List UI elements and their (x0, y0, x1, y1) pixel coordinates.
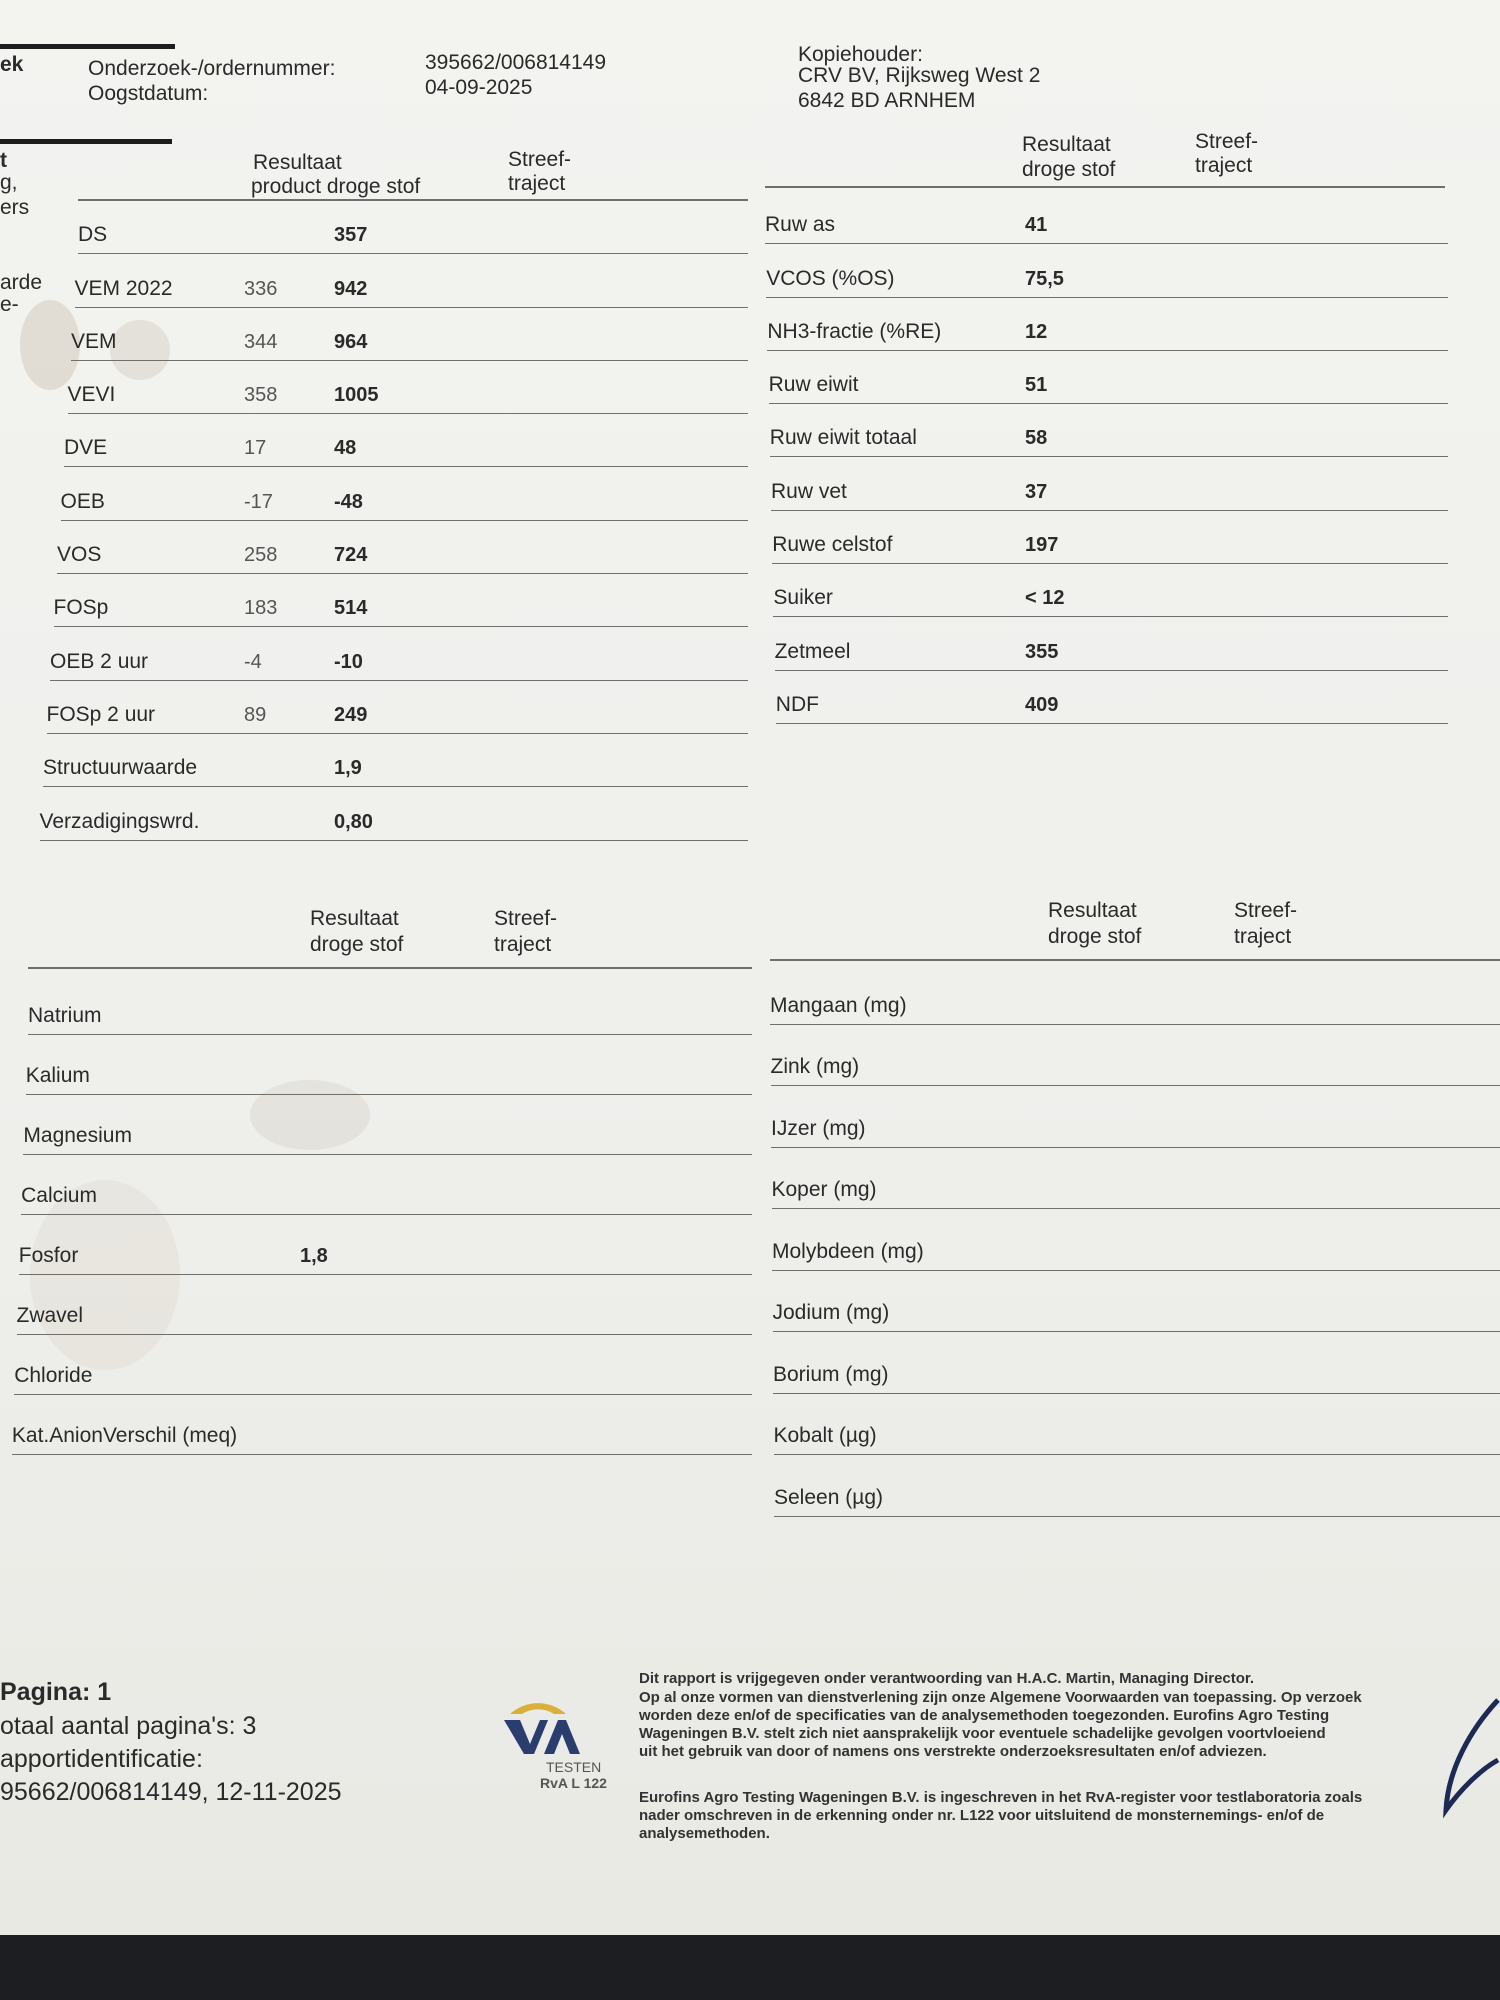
table4-col-result-2: droge stof (1048, 925, 1142, 948)
cut-title: ek (0, 53, 24, 76)
table3-row (12, 1394, 752, 1455)
table1-product-value: 258 (244, 544, 278, 567)
table2-row (765, 190, 1448, 244)
table3-row (26, 1034, 752, 1095)
table2-col-result: Resultaat (1022, 133, 1111, 156)
table3-header-rule (28, 967, 752, 969)
table1-dm-value: 724 (334, 544, 368, 567)
table4-row-label: Zink (mg) (770, 1055, 860, 1078)
table2-row-label: VCOS (%OS) (766, 266, 895, 290)
table3-row (23, 1094, 752, 1155)
table1-dm-value: -10 (334, 650, 363, 673)
table1-col-target-2: traject (508, 172, 566, 195)
table2-col-result-2: droge stof (1022, 158, 1116, 181)
table1-row (75, 253, 749, 307)
accreditation-line: analysemethoden. (639, 1825, 770, 1842)
table3-row (19, 1214, 752, 1275)
table2-row (772, 510, 1448, 564)
table4-row-label: Seleen (µg) (774, 1485, 883, 1509)
table1-row-label: OEB (60, 489, 105, 513)
table4-row-label: Mangaan (mg) (770, 993, 907, 1017)
table2-row (770, 403, 1448, 457)
table1-row (57, 520, 748, 574)
copy-holder-address-2: 6842 BD ARNHEM (798, 89, 976, 112)
table2-value: 37 (1025, 480, 1048, 503)
table1-row-label: VEM (71, 329, 117, 353)
table1-row-label: FOSp (53, 596, 109, 620)
table3-row-label: Magnesium (23, 1124, 132, 1147)
table1-row (54, 573, 749, 627)
table1-product-value: -17 (244, 490, 273, 513)
disclaimer-line: Wageningen B.V. stelt zich niet aansprakelijk voor eventuele schadelijke gevolgen voortvloeiend (639, 1725, 1326, 1742)
copy-holder-address-1: CRV BV, Rijksweg West 2 (798, 64, 1041, 87)
table1-row (64, 413, 748, 467)
header-rule (0, 44, 175, 49)
svg-text:TESTEN: TESTEN (546, 1759, 602, 1775)
table1-row (68, 360, 749, 414)
table2-value: < 12 (1024, 587, 1065, 610)
table1-row-label: DVE (64, 436, 108, 460)
table4-row (773, 1270, 1500, 1333)
rva-logo (500, 1672, 620, 1792)
table1-row-label: VEM 2022 (74, 276, 173, 300)
table1-row-label: OEB 2 uur (50, 649, 149, 673)
table2-row-label: NH3-fractie (%RE) (767, 319, 942, 343)
table1-dm-value: 1,9 (334, 757, 362, 780)
table4-col-target: Streef- (1234, 899, 1298, 922)
table1-row (40, 786, 749, 840)
table3-col-target-2: traject (494, 933, 552, 956)
table2-row-label: NDF (775, 692, 819, 716)
table2-value: 197 (1024, 534, 1059, 557)
table3-row (21, 1154, 752, 1215)
table3-col-result: Resultaat (310, 907, 399, 930)
table1-product-value: 336 (244, 277, 278, 300)
table2-row-label: Ruw as (765, 213, 836, 237)
table2-header-rule (765, 186, 1445, 188)
table4-row-label: Koper (mg) (771, 1178, 877, 1201)
table2-value: 75,5 (1024, 267, 1064, 290)
table1-row (71, 307, 748, 361)
table2-value: 409 (1024, 693, 1059, 716)
table4-row (774, 1454, 1500, 1517)
table2-row (769, 350, 1448, 404)
table1-row (61, 467, 749, 521)
table3-row-label: Fosfor (18, 1244, 79, 1267)
margin-cut-text: t (0, 149, 7, 172)
table2-row-label: Ruw eiwit (768, 373, 859, 397)
table1-col-sub: product droge stof (251, 175, 421, 198)
table4-row-label: Kobalt (µg) (773, 1424, 877, 1447)
table2-row (773, 563, 1448, 617)
harvest-label: Oogstdatum: (88, 82, 209, 105)
report-id-value: 95662/006814149, 12-11-2025 (0, 1778, 342, 1806)
table1-row (78, 200, 748, 254)
table4-row (773, 1331, 1500, 1394)
table1-row-label: VOS (57, 543, 102, 567)
table1-product-value: 183 (244, 597, 278, 620)
table1-dm-value: 249 (334, 703, 368, 726)
accreditation-line: nader omschreven in de erkenning onder nr. L122 voor uitsluitend de monsternemings- en/of de (639, 1807, 1325, 1824)
table3-row-label: Chloride (14, 1364, 93, 1387)
table4-row (771, 1024, 1500, 1087)
table2-value: 355 (1024, 640, 1059, 663)
table1-product-value: 89 (244, 703, 267, 726)
table1-product-value: 17 (244, 437, 267, 460)
disclaimer-line: worden deze en/of de specificaties van de analysemethoden toegezonden. Eurofins Agro Testing (639, 1707, 1330, 1724)
table2-row-label: Suiker (773, 586, 833, 610)
table3-row-label: Natrium (28, 1004, 102, 1027)
signature-mark (1440, 1690, 1500, 1830)
table4-row (770, 962, 1500, 1025)
table1-dm-value: 48 (334, 437, 357, 460)
table4-row-label: Molybdeen (mg) (772, 1239, 924, 1263)
table1-dm-value: 964 (334, 330, 368, 353)
page-number: Pagina: 1 (0, 1678, 112, 1706)
background-surface (0, 1935, 1500, 2000)
table1-dm-value: 0,80 (334, 810, 373, 833)
table3-col-result-2: droge stof (310, 933, 404, 956)
table2-row (776, 670, 1448, 724)
table4-row (772, 1208, 1500, 1271)
table4-row (772, 1147, 1500, 1210)
table2-row-label: Ruw eiwit totaal (769, 426, 917, 450)
table1-row-label: FOSp 2 uur (46, 702, 156, 726)
table2-row-label: Zetmeel (774, 639, 851, 663)
disclaimer-line: Op al onze vormen van dienstverlening zijn onze Algemene Voorwaarden van toepassing. Op verzoek (639, 1689, 1362, 1706)
table1-product-value: 358 (244, 384, 278, 407)
table1-dm-value: 942 (334, 277, 368, 300)
table3-row (28, 974, 752, 1035)
table3-row-label: Kalium (25, 1064, 90, 1087)
table1-row (50, 626, 748, 680)
table3-row (17, 1274, 753, 1335)
table3-row-label: Calcium (21, 1184, 97, 1207)
table2-col-target-2: traject (1195, 154, 1253, 177)
disclaimer-line: Dit rapport is vrijgegeven onder verantwoording van H.A.C. Martin, Managing Director. (639, 1670, 1255, 1687)
table1-dm-value: -48 (334, 490, 363, 513)
page-total: otaal aantal pagina's: 3 (0, 1712, 257, 1740)
table4-row-label: Jodium (mg) (772, 1301, 890, 1324)
table2-row-label: Ruwe celstof (772, 533, 893, 557)
table1-row-label: Verzadigingswrd. (39, 809, 200, 833)
table1-dm-value: 357 (334, 224, 368, 247)
svg-text:RvA L 122: RvA L 122 (540, 1775, 607, 1791)
table3-row (14, 1334, 752, 1395)
table4-row (771, 1085, 1500, 1148)
table2-value: 41 (1025, 214, 1048, 237)
rva-logo-icon (500, 1672, 620, 1792)
margin-cut-text: e- (0, 293, 19, 316)
table4-row (774, 1393, 1500, 1456)
table2-row-label: Ruw vet (771, 479, 847, 503)
margin-cut-text: ers (0, 196, 30, 219)
accreditation-line: Eurofins Agro Testing Wageningen B.V. is ingeschreven in het RvA-register voor testlaboratoria zoals (639, 1789, 1363, 1806)
table3-row-label: Kat.AnionVerschil (meq) (11, 1424, 238, 1447)
table1-row-label: Structuurwaarde (43, 756, 198, 780)
harvest-value: 04-09-2025 (425, 76, 533, 99)
table4-row-label: Borium (mg) (773, 1362, 889, 1386)
table3-row-label: Zwavel (16, 1304, 84, 1327)
table2-value: 58 (1024, 427, 1048, 450)
table2-value: 12 (1024, 320, 1048, 343)
table4-col-result: Resultaat (1048, 899, 1137, 922)
table2-row (767, 297, 1448, 351)
table2-row (771, 457, 1448, 511)
table1-row-label: DS (78, 223, 108, 247)
table3-value: 1,8 (299, 1245, 328, 1267)
copy-holder-label: Kopiehouder: (798, 43, 923, 66)
table1-col-result: Resultaat (253, 151, 342, 174)
table3-col-target: Streef- (494, 907, 558, 930)
table1-row (43, 733, 748, 787)
margin-cut-text: g, (0, 171, 18, 194)
section-rule (0, 139, 172, 144)
margin-cut-text: arde (0, 271, 43, 294)
table1-product-value: -4 (244, 650, 262, 673)
table1-col-target: Streef- (508, 148, 572, 171)
table1-product-value: 344 (244, 330, 278, 353)
order-label: Onderzoek-/ordernummer: (88, 57, 336, 80)
table4-header-rule (770, 959, 1500, 961)
order-value: 395662/006814149 (425, 51, 607, 74)
table4-col-target-2: traject (1234, 925, 1292, 948)
table1-dm-value: 514 (334, 597, 368, 620)
table1-row (47, 680, 749, 734)
table2-value: 51 (1024, 374, 1048, 397)
table4-row-label: IJzer (mg) (771, 1116, 866, 1140)
table1-row-label: VEVI (67, 383, 116, 407)
table2-row (775, 616, 1448, 670)
table1-dm-value: 1005 (334, 384, 379, 407)
report-id-label: apportidentificatie: (0, 1745, 203, 1773)
disclaimer-line: uit het gebruik van door of namens ons verstrekte onderzoeksresultaten en/of adviezen. (639, 1743, 1267, 1760)
table2-row (766, 243, 1448, 297)
table2-col-target: Streef- (1195, 130, 1259, 153)
